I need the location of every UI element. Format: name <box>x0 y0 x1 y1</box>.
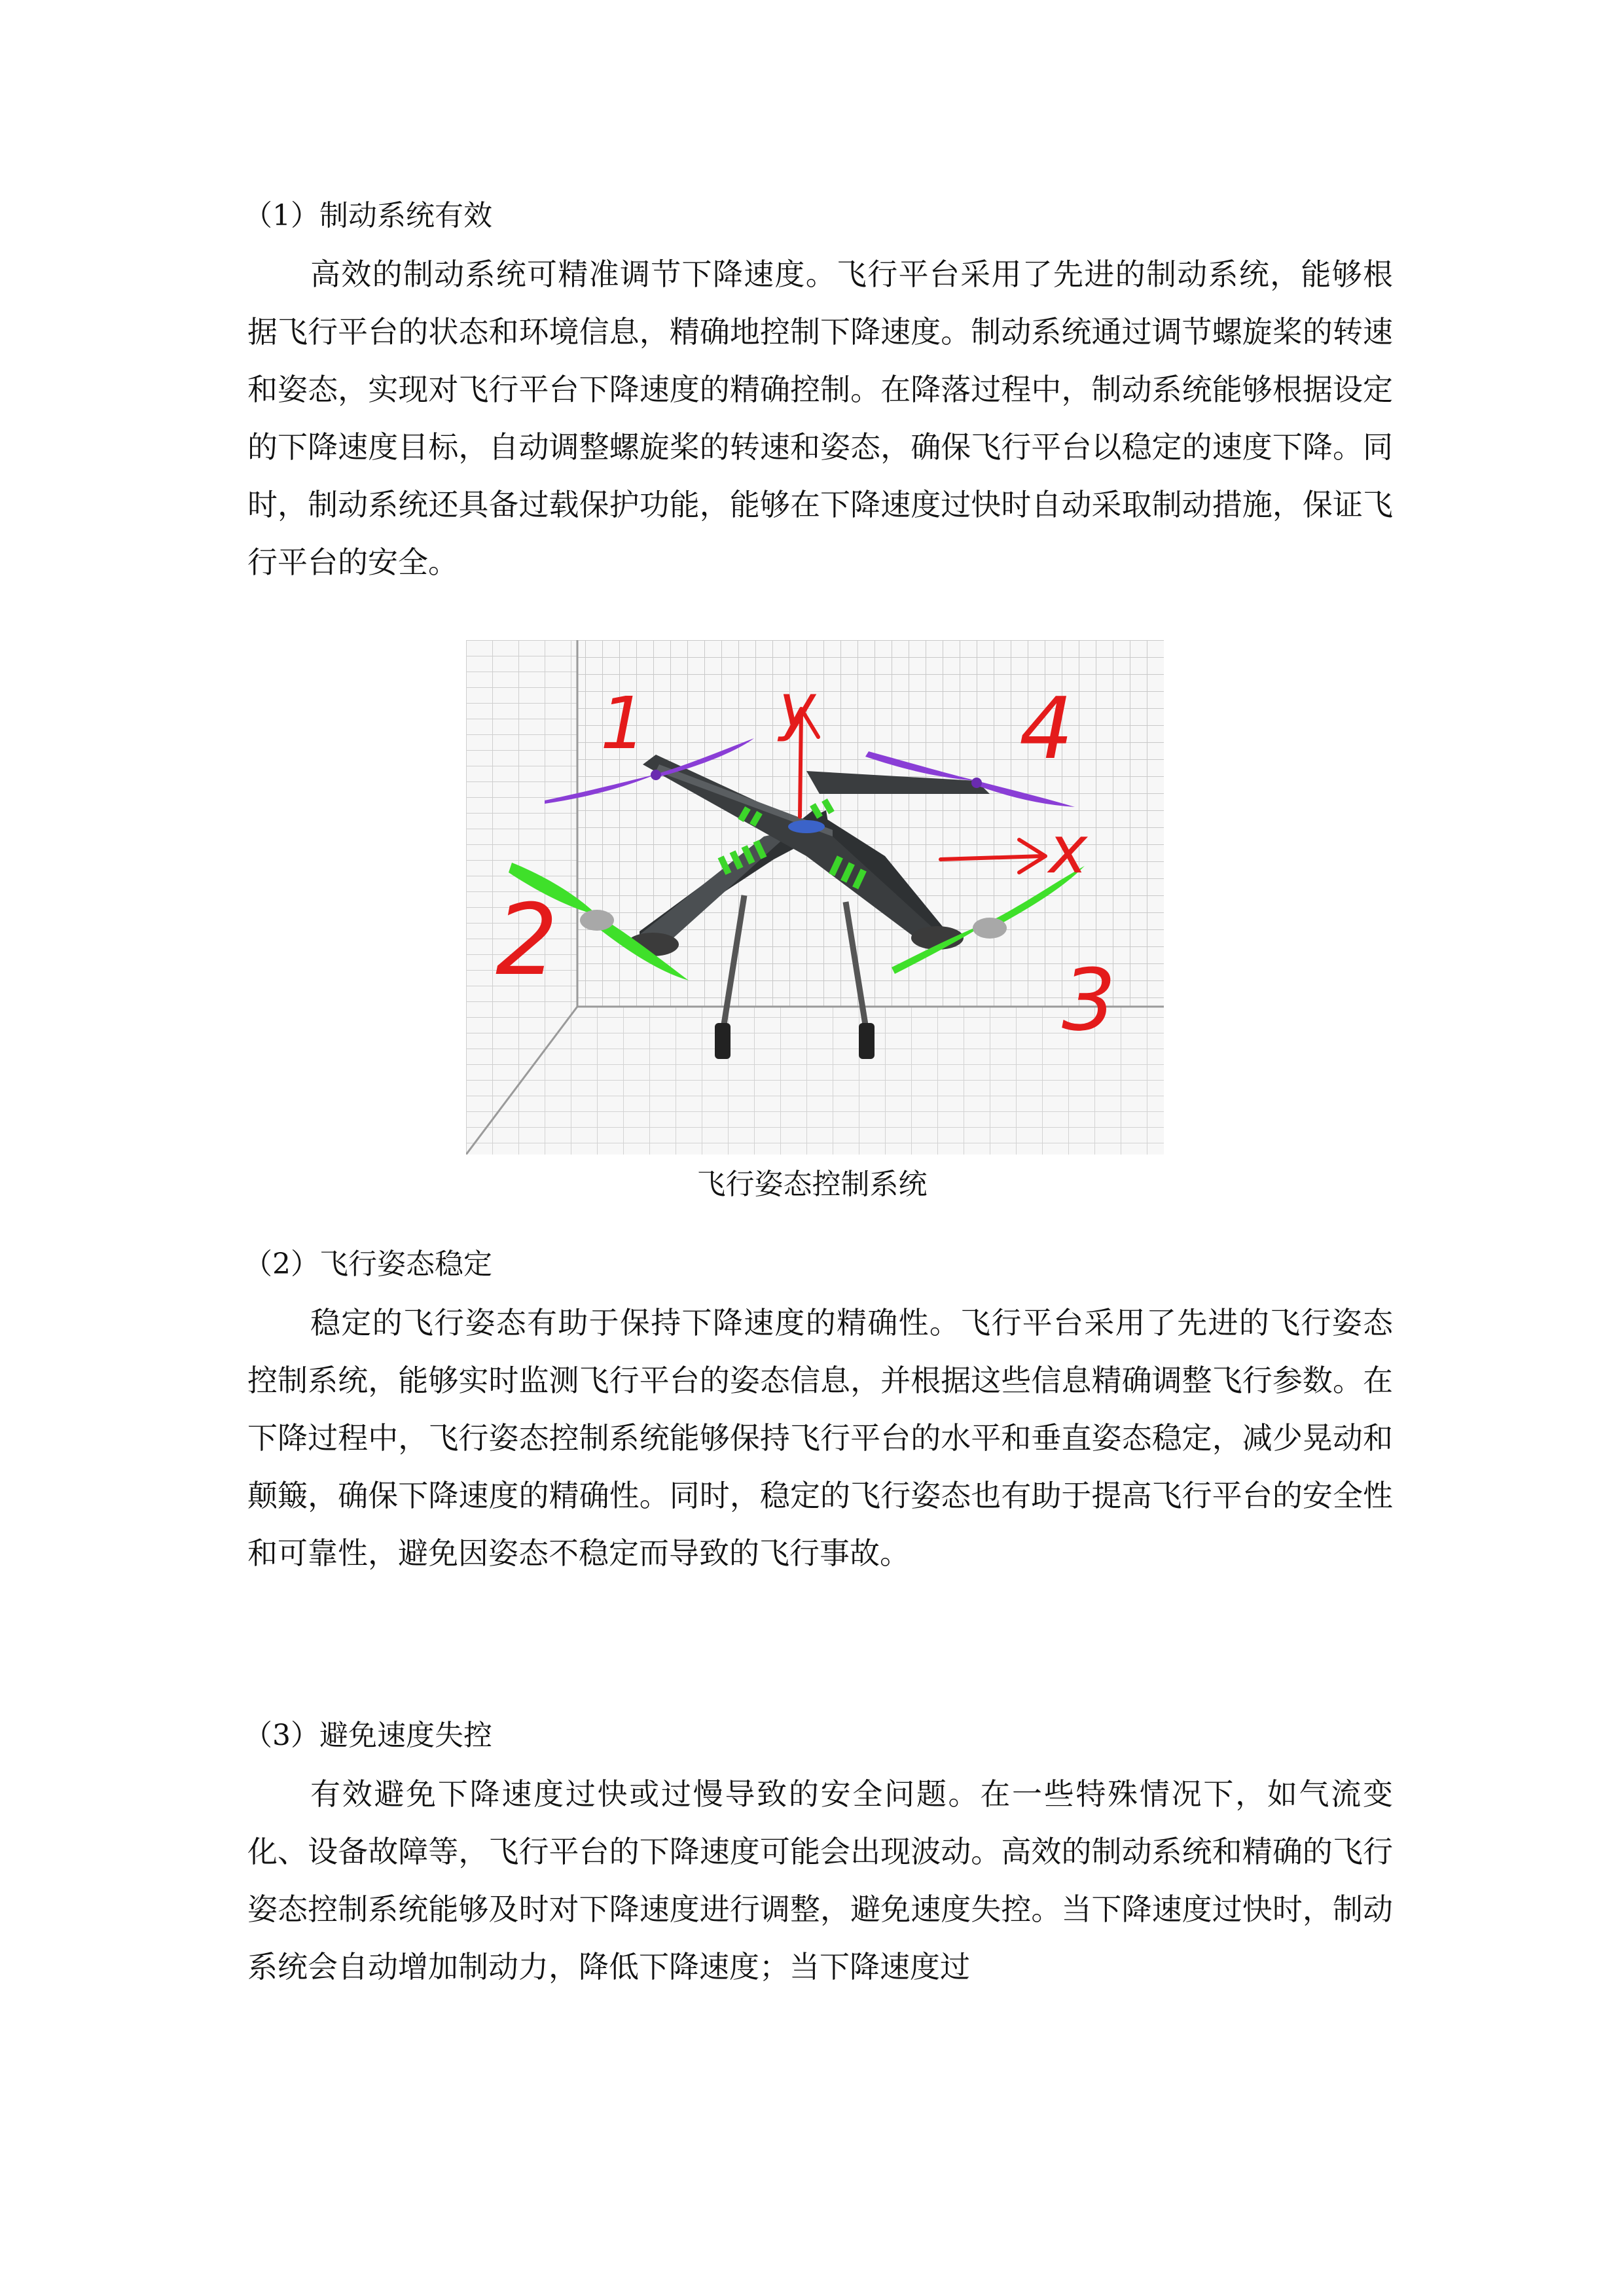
floor-grid <box>466 1007 1164 1155</box>
rotor-label-4: 4 <box>1019 679 1074 778</box>
rotor-label-3: 3 <box>1062 950 1116 1050</box>
figure-caption: 飞行姿态控制系统 <box>696 1168 928 1201</box>
axis-label-y: y <box>779 672 816 744</box>
drone-figure <box>466 640 1164 1155</box>
section-heading-1: （1）制动系统有效 <box>244 199 492 232</box>
section-paragraph-1: 高效的制动系统可精准调节下降速度。飞行平台采用了先进的制动系统，能够根据飞行平台的状态和环境信息，精确地控制下降速度。制动系统通过调节螺旋桨的转速和姿态，实现对飞行平台下降速度的精确控制。在降落过程中，制动系统能够根据设定的下降速度目标，自动调整螺旋桨的转速和姿态，确保飞行平台以稳定的速度下降。同时，制动系统还具备过载保护功能，能够在下降速度过快时自动采取制动措施，保证飞行平台的安全。 <box>247 257 1393 580</box>
rotor-label-2: 2 <box>496 884 558 997</box>
drone-attitude-diagram <box>466 640 1164 1155</box>
section-heading-2: （2）飞行姿态稳定 <box>244 1247 492 1281</box>
rotor-label-1: 1 <box>600 681 646 765</box>
section-paragraph-3: 有效避免下降速度过快或过慢导致的安全问题。在一些特殊情况下，如气流变化、设备故障等，飞行平台的下降速度可能会出现波动。高效的制动系统和精确的飞行姿态控制系统能够及时对下降速度进行调整，避免速度失控。当下降速度过快时，制动系统会自动增加制动力，降低下降速度；当下降速度过 <box>247 1776 1393 1984</box>
axis-label-x: x <box>1049 812 1088 888</box>
section-heading-3: （3）避免速度失控 <box>244 1719 492 1752</box>
section-paragraph-2: 稳定的飞行姿态有助于保持下降速度的精确性。飞行平台采用了先进的飞行姿态控制系统，能够实时监测飞行平台的姿态信息，并根据这些信息精确调整飞行参数。在下降过程中，飞行姿态控制系统能够保持飞行平台的水平和垂直姿态稳定，减少晃动和颠簸，确保下降速度的精确性。同时，稳定的飞行姿态也有助于提高飞行平台的安全性和可靠性，避免因姿态不稳定而导致的飞行事故。 <box>247 1305 1393 1571</box>
